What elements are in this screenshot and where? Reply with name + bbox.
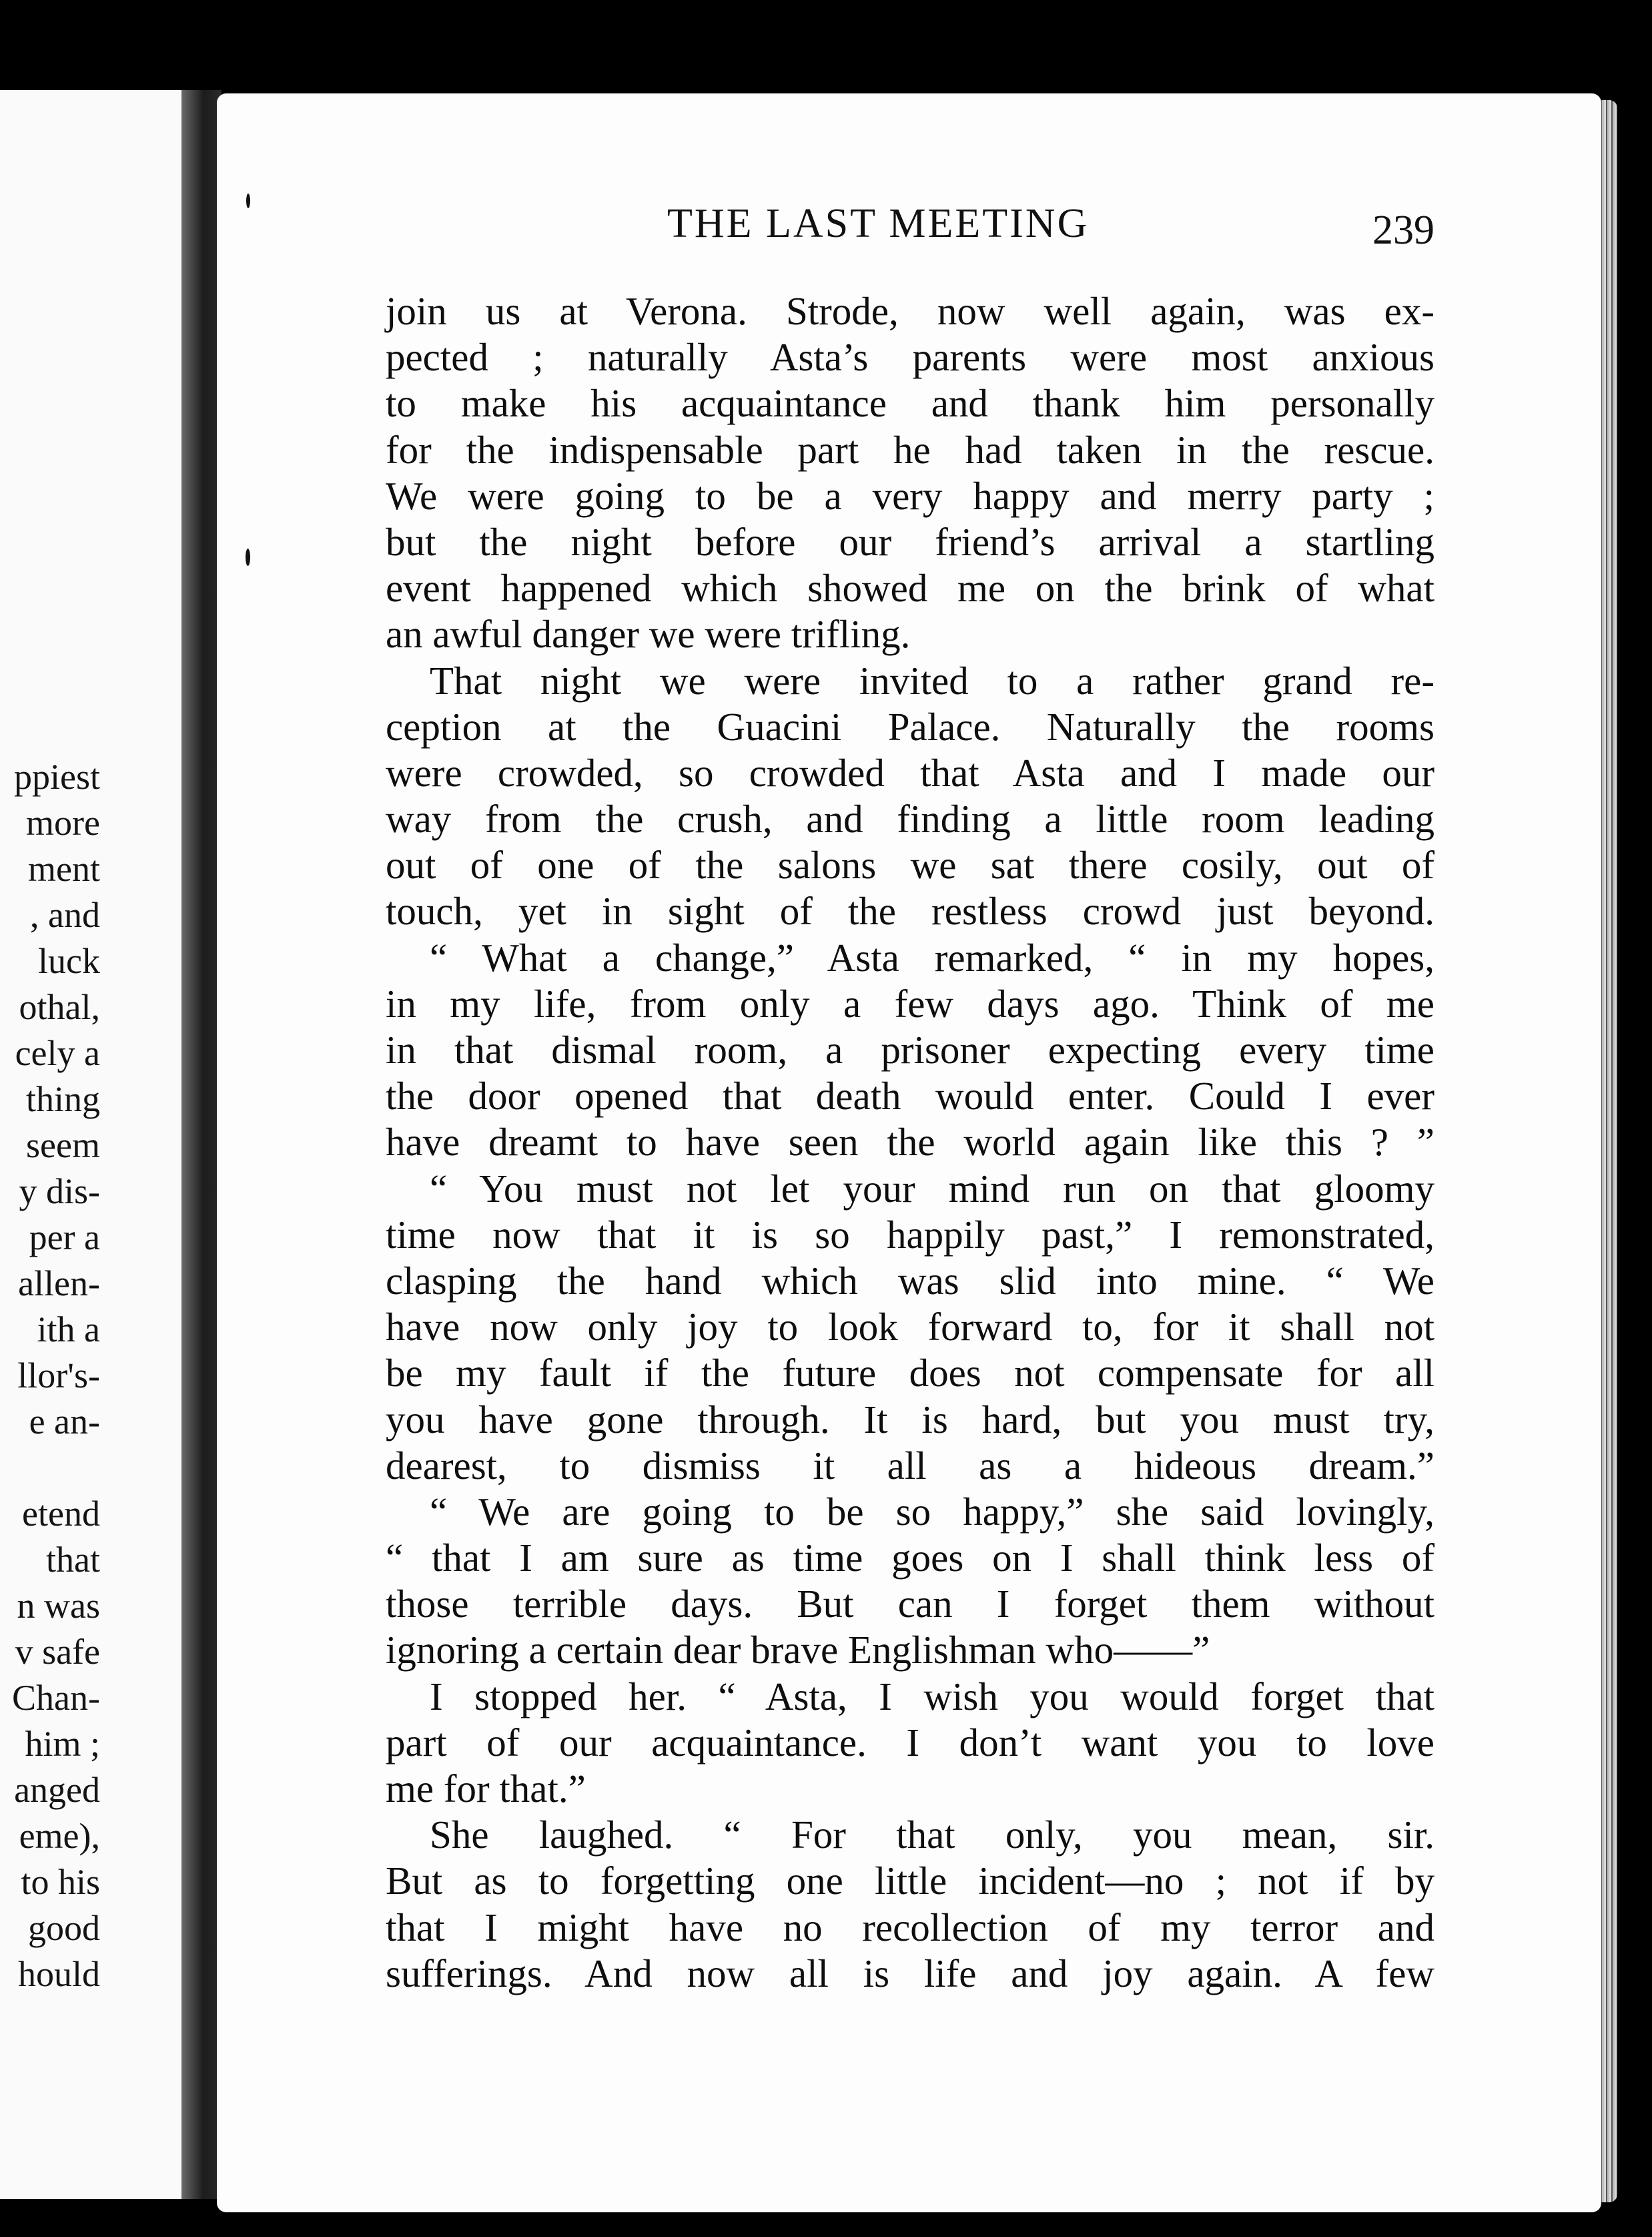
text-line: touch, yet in sight of the restless crowd just beyond. bbox=[386, 889, 1434, 934]
text-line: “ What a change,” Asta remarked, “ in my hopes, bbox=[430, 935, 1434, 980]
text-line: ception at the Guacini Palace. Naturally the rooms bbox=[386, 704, 1434, 749]
text-line: out of one of the salons we sat there cosily, out of bbox=[386, 843, 1434, 888]
text-line: to make his acquaintance and thank him personally bbox=[386, 381, 1434, 426]
page-number: 239 bbox=[1372, 208, 1434, 253]
text-line: clasping the hand which was slid into mine. “ We bbox=[386, 1258, 1434, 1303]
running-title: THE LAST MEETING bbox=[667, 201, 1090, 246]
text-line: the door opened that death would enter. Could I ever bbox=[386, 1074, 1434, 1118]
text-line: That night we were invited to a rather grand re- bbox=[430, 658, 1434, 703]
text-line: me for that.” bbox=[386, 1767, 586, 1811]
left-page-fragment: hould bbox=[17, 1954, 100, 1994]
text-line: time now that it is so happily past,” I remonstrated, bbox=[386, 1212, 1434, 1257]
left-page-fragment: more bbox=[26, 803, 100, 843]
left-page-fragment: cely a bbox=[15, 1033, 100, 1073]
text-line: an awful danger we were trifling. bbox=[386, 612, 911, 657]
text-line: you have gone through. It is hard, but you must try, bbox=[386, 1397, 1434, 1442]
text-line: pected ; naturally Asta’s parents were most anxious bbox=[386, 335, 1434, 380]
text-line: I stopped her. “ Asta, I wish you would forget that bbox=[430, 1674, 1434, 1718]
margin-mark bbox=[246, 549, 250, 566]
left-page-fragment: othal, bbox=[19, 987, 100, 1027]
text-line: event happened which showed me on the brink of what bbox=[386, 566, 1434, 611]
left-page-fragment: v safe bbox=[15, 1632, 100, 1672]
text-line: dearest, to dismiss it all as a hideous dream.” bbox=[386, 1443, 1434, 1488]
text-line: those terrible days. But can I forget them without bbox=[386, 1582, 1434, 1626]
left-page-fragment: e an- bbox=[29, 1401, 100, 1442]
left-page-text-fragments bbox=[12, 754, 100, 1997]
left-page-fragment: y dis- bbox=[19, 1171, 100, 1211]
left-page-fragment: etend bbox=[22, 1494, 100, 1534]
left-page-fragment: thing bbox=[25, 1079, 100, 1119]
left-page-fragment: luck bbox=[38, 941, 100, 981]
left-page-fragment: per a bbox=[29, 1217, 100, 1257]
left-page-fragment: to his bbox=[21, 1862, 100, 1902]
left-page-fragment: , and bbox=[30, 895, 100, 935]
left-page bbox=[0, 90, 197, 2199]
left-page-fragment: seem bbox=[26, 1125, 100, 1165]
text-line: part of our acquaintance. I don’t want you to love bbox=[386, 1720, 1434, 1765]
text-line: “ You must not let your mind run on that gloomy bbox=[430, 1166, 1434, 1211]
left-page-fragment: llor's- bbox=[17, 1355, 100, 1395]
text-line: We were going to be a very happy and merry party ; bbox=[386, 473, 1434, 518]
left-page-fragment: eme), bbox=[19, 1816, 100, 1856]
text-line: “ that I am sure as time goes on I shall think less of bbox=[386, 1536, 1434, 1580]
text-line: have now only joy to look forward to, for it shall not bbox=[386, 1305, 1434, 1349]
margin-mark bbox=[246, 194, 250, 208]
text-line: sufferings. And now all is life and joy again. A few bbox=[386, 1951, 1434, 1995]
text-line: that I might have no recollection of my terror and bbox=[386, 1905, 1434, 1949]
text-line: “ We are going to be so happy,” she said lovingly, bbox=[430, 1489, 1434, 1534]
text-line: for the indispensable part he had taken in the rescue. bbox=[386, 427, 1434, 472]
left-page-fragment: ppiest bbox=[14, 757, 100, 797]
left-page-fragment: ment bbox=[28, 849, 100, 889]
left-page-fragment: anged bbox=[14, 1770, 100, 1810]
left-page-fragment: that bbox=[46, 1540, 100, 1580]
left-page-fragment: allen- bbox=[18, 1263, 100, 1303]
book-gutter bbox=[181, 90, 222, 2199]
left-page-gap bbox=[12, 1445, 100, 1491]
text-line: But as to forgetting one little incident—no ; not if by bbox=[386, 1859, 1434, 1903]
text-line: ignoring a certain dear brave Englishman who——” bbox=[386, 1628, 1210, 1672]
running-head bbox=[387, 200, 1434, 254]
left-page-fragment: good bbox=[28, 1908, 100, 1948]
text-line: join us at Verona. Strode, now well again, was ex- bbox=[386, 289, 1434, 333]
text-line: in that dismal room, a prisoner expecting every time bbox=[386, 1028, 1434, 1072]
text-line: have dreamt to have seen the world again like this ? ” bbox=[386, 1120, 1434, 1165]
body-text bbox=[386, 288, 1434, 1997]
text-line: She laughed. “ For that only, you mean, sir. bbox=[430, 1813, 1434, 1857]
left-page-fragment: n was bbox=[17, 1586, 100, 1626]
text-line: but the night before our friend’s arrival a startling bbox=[386, 519, 1434, 564]
left-page-fragment: ith a bbox=[37, 1309, 100, 1349]
text-line: be my fault if the future does not compensate for all bbox=[386, 1351, 1434, 1395]
text-line: in my life, from only a few days ago. Think of me bbox=[386, 981, 1434, 1026]
left-page-fragment: Chan- bbox=[12, 1678, 100, 1718]
left-page-fragment: him ; bbox=[25, 1724, 100, 1764]
text-line: way from the crush, and finding a little room leading bbox=[386, 797, 1434, 842]
text-line: were crowded, so crowded that Asta and I made our bbox=[386, 750, 1434, 795]
